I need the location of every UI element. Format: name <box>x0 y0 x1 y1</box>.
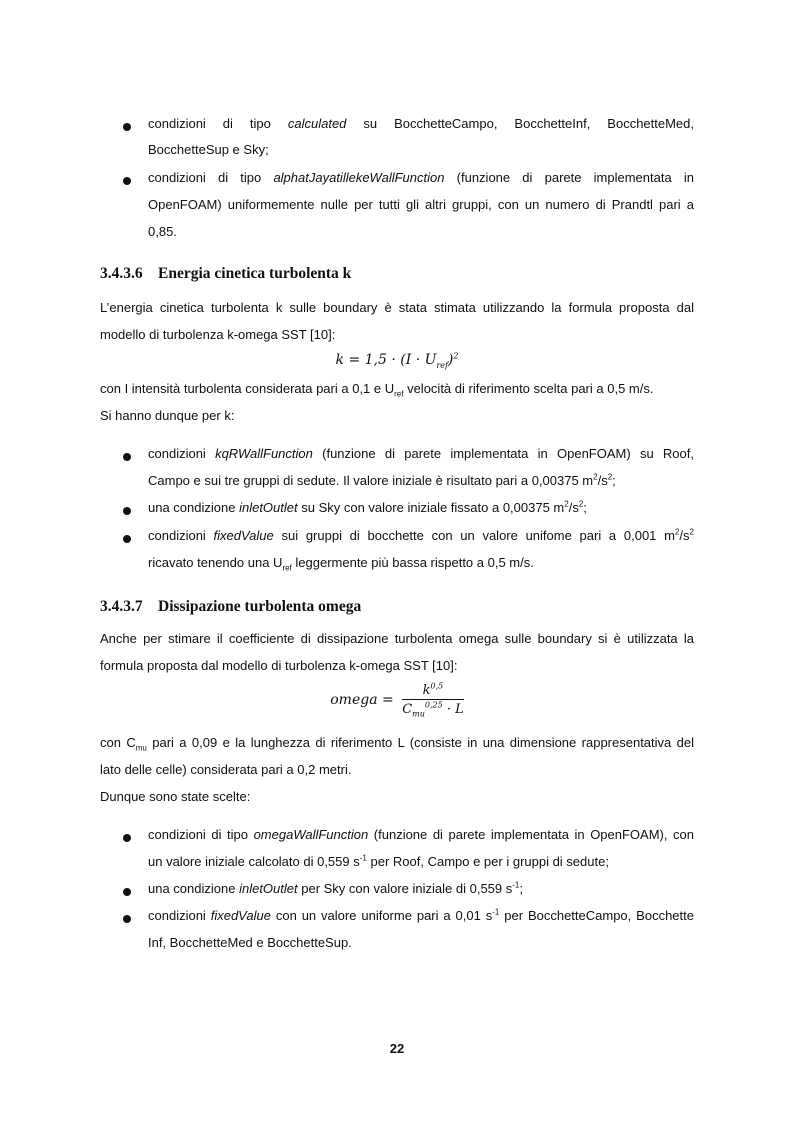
paragraph-omega-line5: Dunque sono state scelte: <box>100 789 251 804</box>
paragraph-k-line1: L’energia cinetica turbolenta k sulle boundary è stata stimata utilizzando la formula proposta dal <box>100 300 694 315</box>
bullet-fixedvalue-omega-line2: Inf, BocchetteMed e BocchetteSup. <box>148 935 352 950</box>
bullet-alphat-line1: condizioni di tipo alphatJayatillekeWallFunction (funzione di parete implementata in <box>148 170 694 185</box>
paragraph-k-line2: modello di turbolenza k-omega SST [10]: <box>100 327 336 342</box>
bullet-fixedvalue-k-line1: condizioni fixedValue sui gruppi di bocchette con un valore unifome pari a 0,001 $m^2/s^2$ <box>148 527 694 543</box>
bullet-alphat-line2: OpenFOAM) uniformemente nulle per tutti gli altri gruppi, con un numero di Prandtl pari a <box>148 197 694 212</box>
bullet-inletoutlet-omega: una condizione inletOutlet per Sky con valore iniziale di 0,559 $s^{-1}$; <box>148 880 523 896</box>
bullet-fixedvalue-omega-line1: condizioni fixedValue con un valore uniforme pari a 0,01 $s^{-1}$ per BocchetteCampo, Bocchette <box>148 907 694 923</box>
paragraph-k-line4: Si hanno dunque per k: <box>100 408 235 423</box>
page-number: 22 <box>389 1041 405 1056</box>
bullet-dot <box>123 123 131 131</box>
section-heading-omega: 3.4.3.7 Dissipazione turbolenta omega <box>100 598 362 615</box>
paragraph-omega-line4: lato delle celle) considerata pari a 0,2 metri. <box>100 762 352 777</box>
bullet-dot <box>123 915 131 923</box>
bullet-omegawall-line2: un valore iniziale calcolato di 0,559 $s^{-1}$ per Roof, Campo e per i gruppi di sedute; <box>148 853 609 869</box>
section-heading-k: 3.4.3.6 Energia cinetica turbolenta k <box>100 265 352 282</box>
paragraph-omega-line2: formula proposta dal modello di turbolenza k-omega SST [10]: <box>100 658 458 673</box>
bullet-calculated-line2: BocchetteSup e Sky; <box>148 142 269 157</box>
equation-omega-fraction: $\frac{k^{0,5}}{C_{mu}^{0,25} \cdot L}$ <box>402 681 464 719</box>
equation-omega: omega = $\frac{k^{0,5}}{C_{mu}^{0,25} \cdot L}$ <box>330 681 464 719</box>
bullet-dot <box>123 507 131 515</box>
bullet-calculated-line1: condizioni di tipo calculated su BocchetteCampo, BocchetteInf, BocchetteMed, <box>148 116 695 131</box>
bullet-alphat-line3: 0,85. <box>148 224 177 239</box>
bullet-dot <box>123 535 131 543</box>
bullet-kqr-line1: condizioni kqRWallFunction (funzione di parete implementata in OpenFOAM) su Roof, <box>148 446 694 461</box>
bullet-kqr-line2: Campo e sui tre gruppi di sedute. Il valore iniziale è risultato pari a 0,00375 $m^2/s^2$; <box>148 472 616 488</box>
bullet-dot <box>123 834 131 842</box>
bullet-dot <box>123 453 131 461</box>
paragraph-omega-line1: Anche per stimare il coefficiente di dissipazione turbolenta omega sulle boundary si è utilizzata la <box>100 631 694 646</box>
equation-k: $k = 1,5 \cdot (I \cdot U_{ref})^2$ <box>335 351 459 370</box>
bullet-omegawall-line1: condizioni di tipo omegaWallFunction (funzione di parete implementata in OpenFOAM), con <box>148 827 695 842</box>
bullet-dot <box>123 177 131 185</box>
bullet-inletoutlet-k: una condizione inletOutlet su Sky con valore iniziale fissato a 0,00375 $m^2/s^2$; <box>148 499 587 515</box>
paragraph-omega-line3: con $C_{mu}$ pari a 0,09 e la lunghezza di riferimento L (consiste in una dimensione rappresentativa del <box>100 735 694 753</box>
bullet-fixedvalue-k-line2: ricavato tenendo una $U_{ref}$ leggermente più bassa rispetto a 0,5 m/s. <box>148 555 534 573</box>
paragraph-k-line3: con I intensità turbolenta considerata pari a 0,1 e $U_{ref}$ velocità di riferimento scelta pari a 0,5 m/s. <box>100 381 654 399</box>
bullet-dot <box>123 888 131 896</box>
